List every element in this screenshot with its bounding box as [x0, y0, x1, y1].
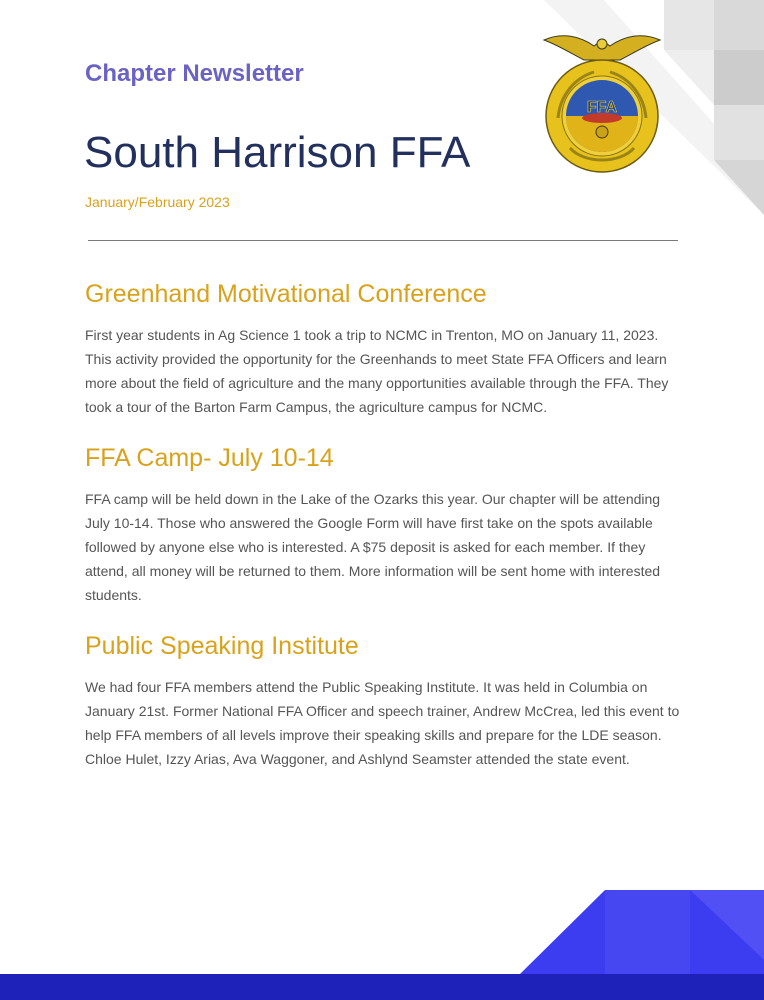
- decorative-footer-shapes: [0, 890, 764, 1000]
- svg-text:FFA: FFA: [586, 99, 618, 116]
- article-ffa-camp: [85, 444, 685, 607]
- issue-date: January/February 2023: [85, 194, 230, 210]
- article-heading: Greenhand Motivational Conference: [85, 280, 487, 308]
- divider: [88, 240, 678, 241]
- article-greenhand-conference: [85, 280, 685, 419]
- ffa-emblem-icon: [540, 26, 664, 184]
- article-public-speaking: [85, 632, 685, 771]
- page-title: South Harrison FFA: [84, 128, 471, 177]
- article-body: First year students in Ag Science 1 took a trip to NCMC in Trenton, MO on January 11, 2023. This activity provided the opportunity for the Greenhands to meet State FFA Officers and learn more about the field of agriculture and the many opportunities available through the FFA. They took a tour of the Barton Farm Campus, the agriculture campus for NCMC.: [85, 327, 669, 415]
- article-body: We had four FFA members attend the Public Speaking Institute. It was held in Columbia on January 21st. Former National FFA Officer and speech trainer, Andrew McCrea, led this event to help FFA members of all levels improve their speaking skills and prepare for the LDE season. Chloe Hulet, Izzy Arias, Ava Waggoner, and Ashlynd Seamster attended the state event.: [85, 679, 680, 767]
- article-heading: Public Speaking Institute: [85, 632, 359, 660]
- article-body: FFA camp will be held down in the Lake of the Ozarks this year. Our chapter will be attending July 10-14. Those who answered the Google Form will have first take on the spots available followed by anyone else who is interested. A $75 deposit is asked for each member. If they attend, all money will be returned to them. More information will be sent home with interested students.: [85, 491, 661, 603]
- newsletter-label: Chapter Newsletter: [85, 60, 304, 87]
- article-heading: FFA Camp- July 10-14: [85, 444, 334, 472]
